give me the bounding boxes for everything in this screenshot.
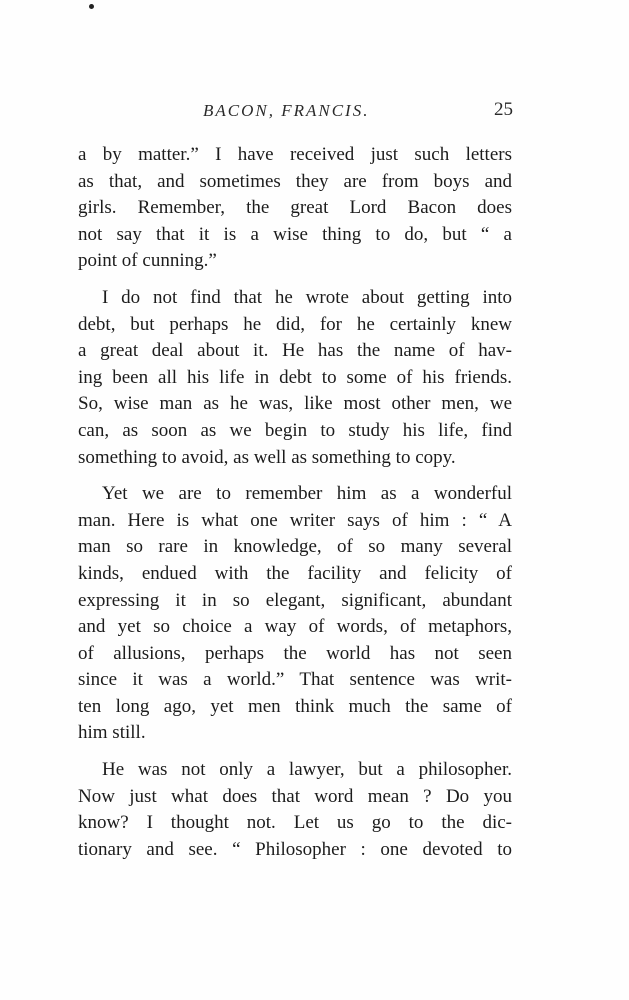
text-line: Yet we are to remember him as a wonderful xyxy=(102,483,512,505)
running-head: BACON, FRANCIS. xyxy=(203,101,370,120)
ink-speck xyxy=(89,4,94,9)
text-line: and yet so choice a way of words, of metaphors, xyxy=(78,616,512,638)
text-line: a great deal about it. He has the name of hav- xyxy=(78,340,512,362)
text-line: expressing it in so elegant, significant, abundant xyxy=(78,589,512,611)
text-line: girls. Remember, the great Lord Bacon does xyxy=(78,197,512,219)
page-number: 25 xyxy=(494,99,513,120)
paragraph-gap xyxy=(78,471,512,481)
text-body xyxy=(78,142,512,863)
text-line: since it was a world.” That sentence was writ- xyxy=(78,669,512,691)
text-line: So, wise man as he was, like most other men, we xyxy=(78,393,512,415)
text-line: I do not find that he wrote about getting into xyxy=(102,286,512,308)
text-line: Now just what does that word mean ? Do you xyxy=(78,785,512,807)
text-line: something to avoid, as well as something to copy. xyxy=(78,446,456,468)
text-line: man so rare in knowledge, of so many several xyxy=(78,536,512,558)
text-line: of allusions, perhaps the world has not seen xyxy=(78,642,512,664)
text-line: him still. xyxy=(78,722,146,744)
text-line: man. Here is what one writer says of him : “ A xyxy=(78,509,512,531)
text-line: as that, and sometimes they are from boys and xyxy=(78,170,512,192)
paragraph-gap xyxy=(78,747,512,757)
paragraph-gap xyxy=(78,275,512,285)
text-line: ten long ago, yet men think much the same of xyxy=(78,695,512,717)
text-line: debt, but perhaps he did, for he certainly knew xyxy=(78,313,512,335)
text-line: a by matter.” I have received just such letters xyxy=(78,144,512,165)
text-line: point of cunning.” xyxy=(78,250,217,272)
text-line: ing been all his life in debt to some of his friends. xyxy=(78,366,512,388)
text-line: know? I thought not. Let us go to the dic- xyxy=(78,812,512,834)
text-line: tionary and see. “ Philosopher : one devoted to xyxy=(78,838,512,860)
text-line: not say that it is a wise thing to do, but “ a xyxy=(78,223,512,245)
text-line: He was not only a lawyer, but a philosopher. xyxy=(102,759,512,781)
text-line: can, as soon as we begin to study his life, find xyxy=(78,419,512,441)
text-line: kinds, endued with the facility and felicity of xyxy=(78,562,512,584)
